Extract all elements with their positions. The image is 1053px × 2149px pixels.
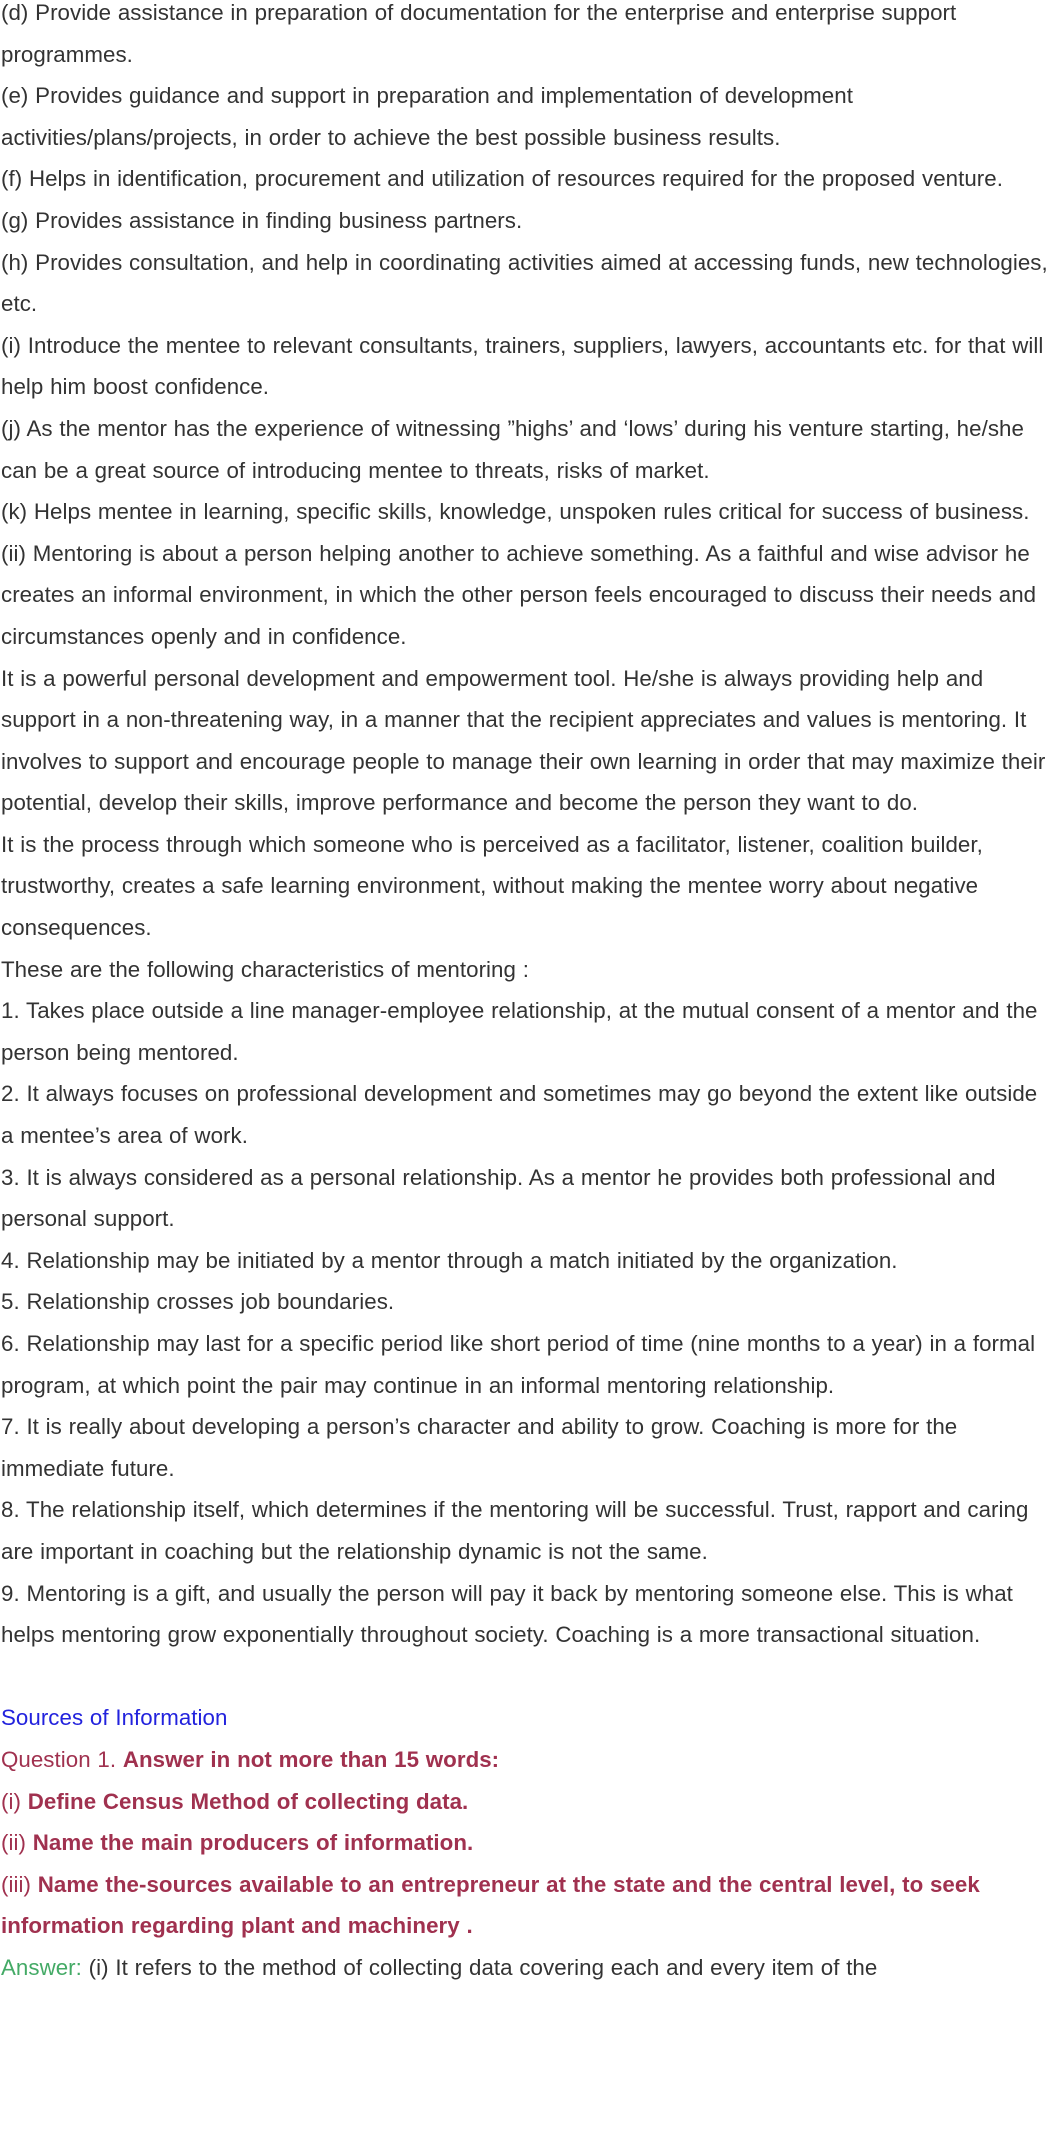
question-label: Question 1. bbox=[1, 1746, 117, 1772]
list-item: 6. Relationship may last for a specific period like short period of time (nine months to a year) in a formal program, at which point the pair may continue in an informal mentoring relationship. bbox=[1, 1331, 1036, 1398]
question-heading bbox=[1, 1739, 1051, 1781]
list-item: 1. Takes place outside a line manager-employee relationship, at the mutual consent of a mentor and the person being mentored. bbox=[1, 998, 1038, 1065]
paragraph: It is the process through which someone who is perceived as a facilitator, listener, coalition builder, trustworthy, creates a safe learning environment, without making the mentee worry about negative consequences. bbox=[1, 831, 983, 941]
list-item: 5. Relationship crosses job boundaries. bbox=[1, 1289, 395, 1315]
paragraph: (ii) Mentoring is about a person helping another to achieve something. As a faithful and wise advisor he creates an informal environment, in which the other person feels encouraged to discuss their needs and circumstances openly and in confidence. bbox=[1, 540, 1037, 649]
subquestion bbox=[1, 1822, 1051, 1864]
subquestion-number: (iii) bbox=[1, 1871, 31, 1897]
paragraph: (e) Provides guidance and support in preparation and implementation of development activities/plans/projects, in order to achieve the best possible business results. bbox=[1, 83, 853, 150]
list-item: 7. It is really about developing a person’s character and ability to grow. Coaching is more for the immediate future. bbox=[1, 1414, 958, 1481]
paragraph: (g) Provides assistance in finding business partners. bbox=[1, 207, 523, 233]
subquestion bbox=[1, 1781, 1051, 1823]
paragraph: (j) As the mentor has the experience of witnessing ”highs’ and ‘lows’ during his venture starting, he/she can be a great source of introducing mentee to threats, risks of market. bbox=[1, 415, 1024, 483]
subquestion bbox=[1, 1864, 1051, 1947]
paragraph: (h) Provides consultation, and help in coordinating activities aimed at accessing funds, new technologies, etc. bbox=[1, 249, 1048, 317]
answer-label: Answer: bbox=[1, 1954, 82, 1980]
paragraph: (k) Helps mentee in learning, specific skills, knowledge, unspoken rules critical for success of business. bbox=[1, 499, 1030, 525]
list-item: 9. Mentoring is a gift, and usually the person will pay it back by mentoring someone else. This is what helps mentoring grow exponentially throughout society. Coaching is a more transactional situation. bbox=[1, 1580, 1013, 1648]
paragraph: These are the following characteristics of mentoring : bbox=[1, 956, 529, 982]
paragraph: It is a powerful personal development and empowerment tool. He/she is always providing help and support in a non-threatening way, in a manner that the recipient appreciates and values is mentoring. It involves to support and encourage people to manage their own learning in order that may maximize their potential, develop their skills, improve performance and become the person they want to do. bbox=[1, 665, 1046, 816]
subquestion-text: Define Census Method of collecting data. bbox=[27, 1788, 469, 1814]
subquestion-text: Name the-sources available to an entrepreneur at the state and the central level, to seek information regarding plant and machinery . bbox=[1, 1871, 980, 1939]
paragraph: (i) Introduce the mentee to relevant consultants, trainers, suppliers, lawyers, accountants etc. for that will help him boost confidence. bbox=[1, 332, 1044, 400]
list-item: 8. The relationship itself, which determines if the mentoring will be successful. Trust, rapport and caring are important in coaching but the relationship dynamic is not the same. bbox=[1, 1497, 1029, 1564]
list-item: 4. Relationship may be initiated by a mentor through a match initiated by the organization. bbox=[1, 1247, 898, 1273]
subquestion-text: Name the main producers of information. bbox=[32, 1830, 474, 1856]
question-text: Answer in not more than 15 words: bbox=[122, 1746, 500, 1772]
paragraph: (d) Provide assistance in preparation of documentation for the enterprise and enterprise support programmes. bbox=[1, 0, 957, 67]
sources-section bbox=[1, 1697, 1051, 1988]
answer bbox=[1, 1947, 1051, 1989]
subquestion-number: (i) bbox=[1, 1788, 21, 1814]
paragraph: (f) Helps in identification, procurement and utilization of resources required for the proposed venture. bbox=[1, 166, 1003, 192]
list-item: 2. It always focuses on professional development and sometimes may go beyond the extent like outside a mentee’s area of work. bbox=[1, 1081, 1038, 1149]
list-item: 3. It is always considered as a personal relationship. As a mentor he provides both professional and personal support. bbox=[1, 1164, 996, 1232]
section-title: Sources of Information bbox=[1, 1705, 228, 1731]
subquestion-number: (ii) bbox=[1, 1830, 26, 1856]
answer-text: (i) It refers to the method of collecting data covering each and every item of the bbox=[88, 1954, 878, 1980]
mentoring-content bbox=[1, 0, 1051, 1656]
spacer bbox=[1, 1656, 1051, 1698]
